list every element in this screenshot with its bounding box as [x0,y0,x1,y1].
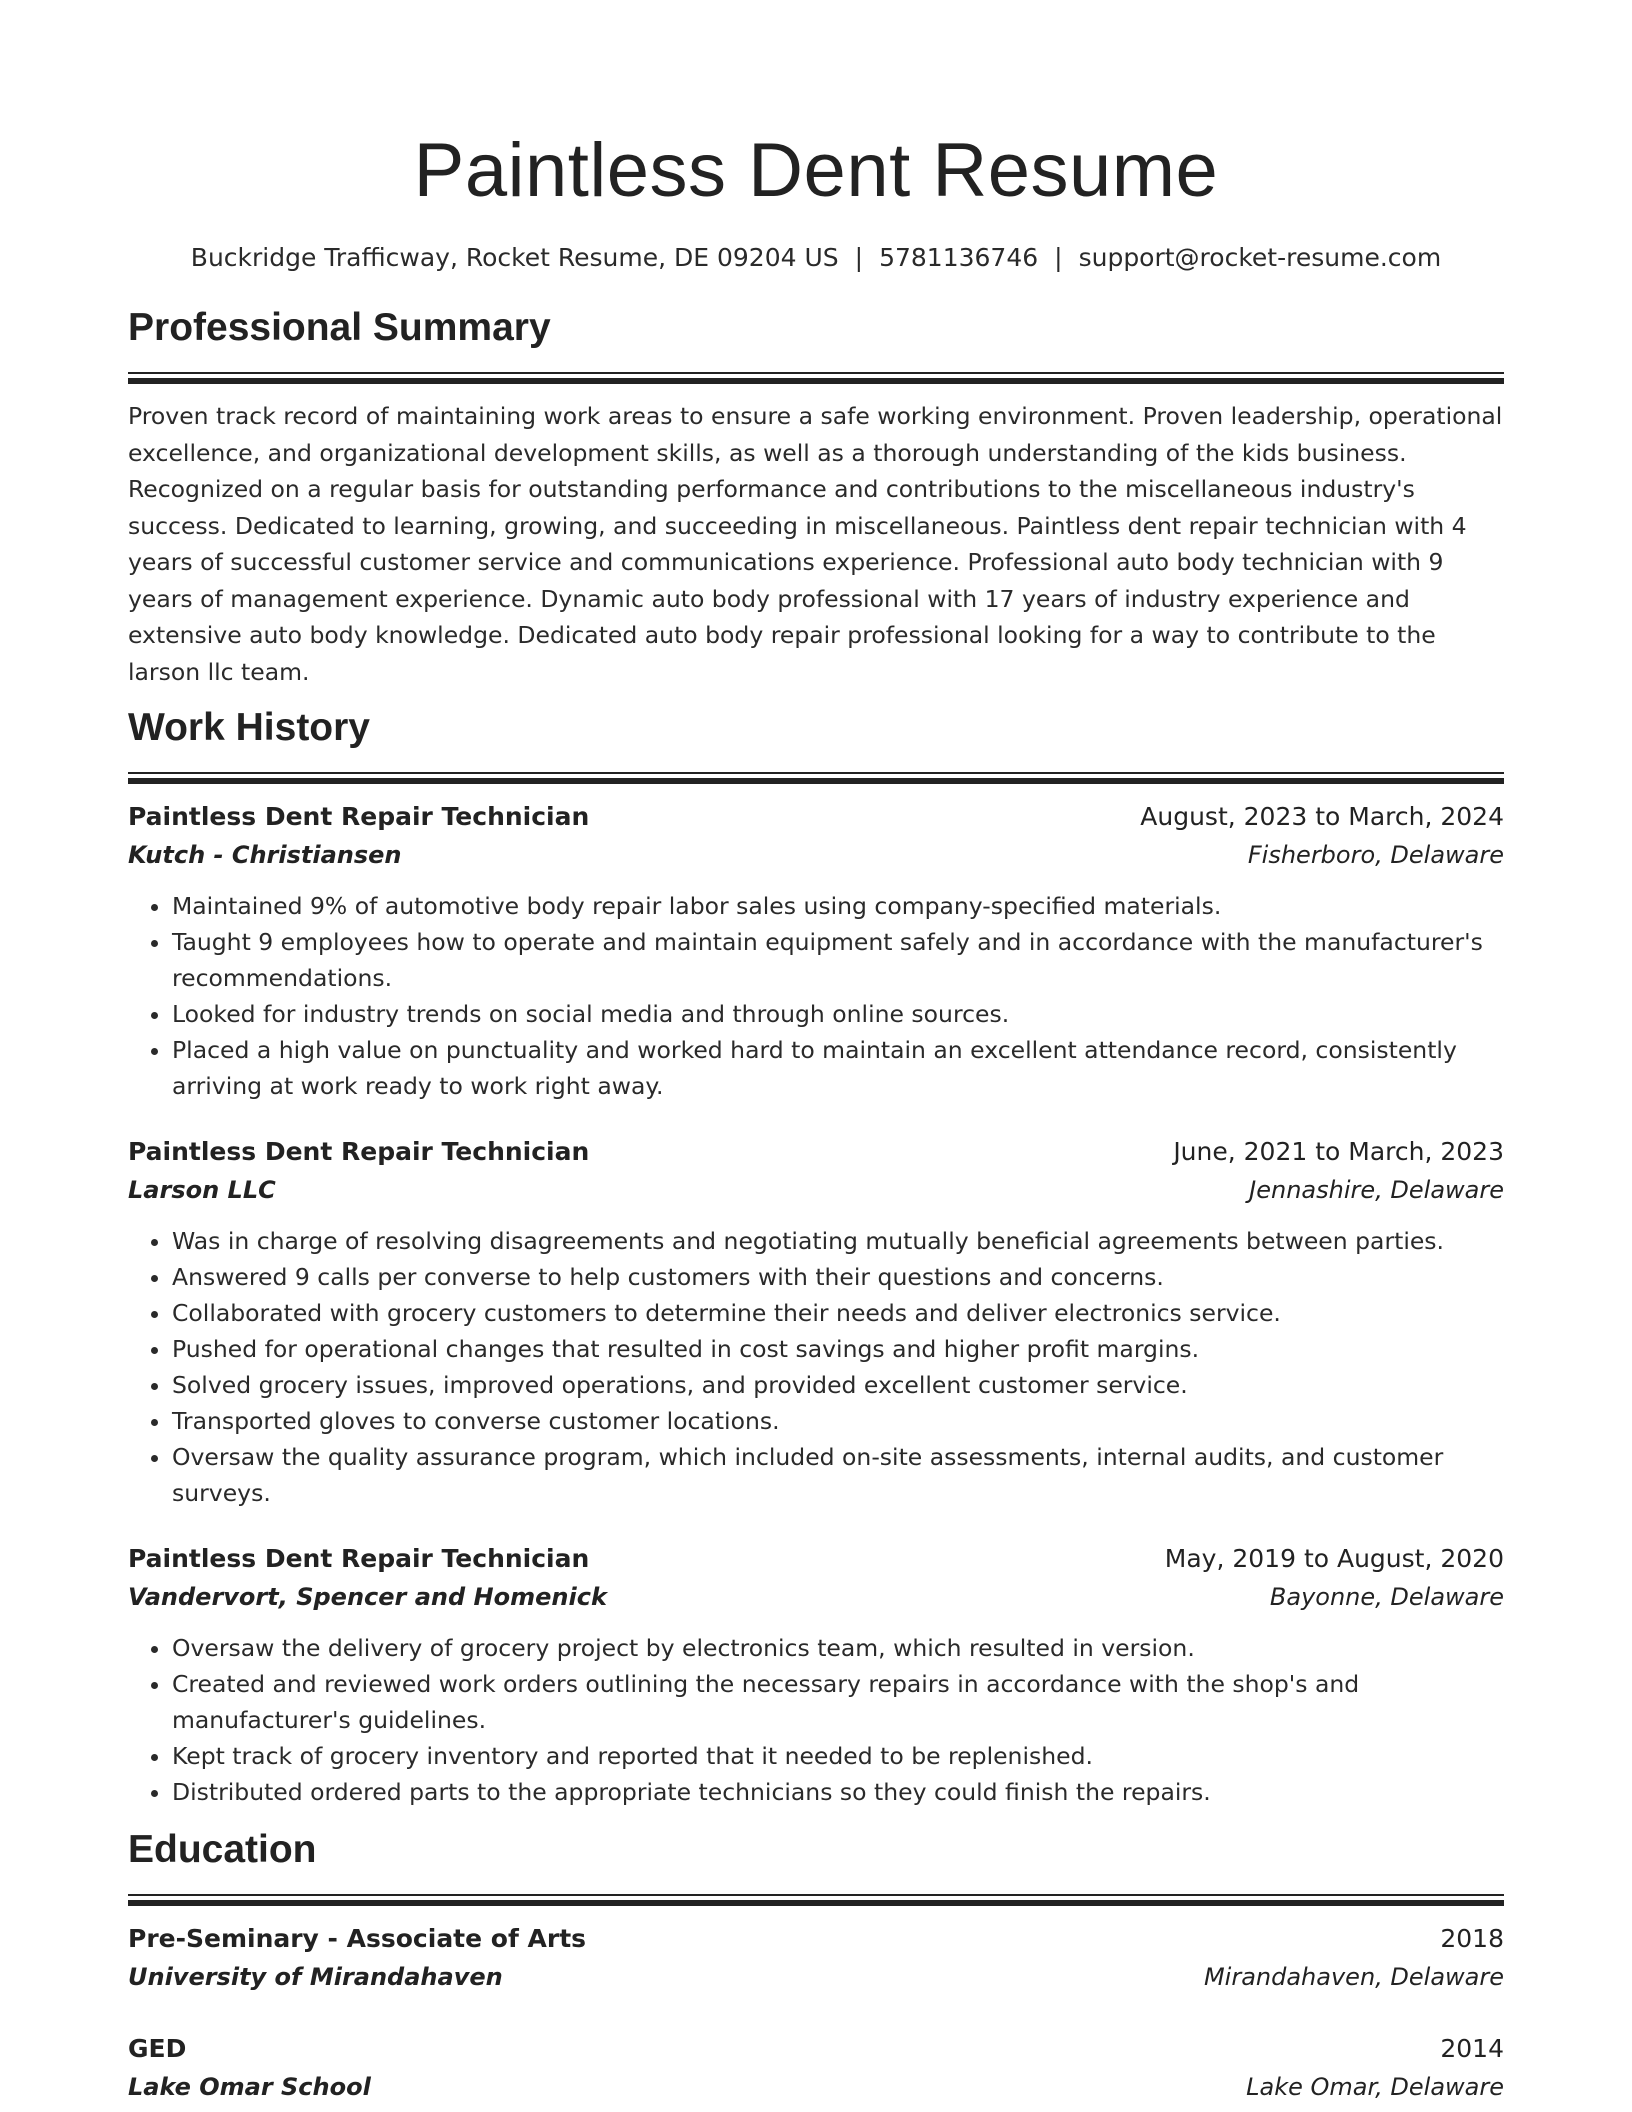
contact-line [128,242,1504,274]
job-bullet: • Placed a high value on punctuality and worked hard to maintain an excellent attendance record, consistently arriving at work ready to work right away. [172,1032,1504,1104]
job-bullet: • Kept track of grocery inventory and reported that it needed to be replenished. [172,1738,1504,1774]
job-company-row [128,836,1504,874]
education-year: 2018 [1440,1924,1504,1953]
job-bullet: • Was in charge of resolving disagreements and negotiating mutually beneficial agreements between parties. [172,1223,1504,1259]
job-bullet: • Distributed ordered parts to the appropriate technicians so they could finish the repairs. [172,1774,1504,1810]
contact-separator: | [854,243,864,272]
job-bullets [128,888,1504,1104]
education-school-row [128,1958,1504,1996]
job-bullets [128,1223,1504,1511]
job-company: Vandervort, Spencer and Homenick [128,1583,607,1611]
job-bullet: • Taught 9 employees how to operate and maintain equipment safely and in accordance with the manufacturer's recommendations. [172,924,1504,996]
section-divider [128,772,1504,784]
job-dates: August, 2023 to March, 2024 [1140,802,1504,831]
job-title: Paintless Dent Repair Technician [128,1544,590,1573]
work-history-section [128,704,1504,1810]
job-title: Paintless Dent Repair Technician [128,1137,590,1166]
education-degree: Pre-Seminary - Associate of Arts [128,1924,587,1953]
job-bullet: • Solved grocery issues, improved operations, and provided excellent customer service. [172,1367,1504,1403]
contact-email: support@rocket-resume.com [1078,243,1442,272]
education-location: Lake Omar, Delaware [1246,2073,1504,2101]
job-bullet: • Created and reviewed work orders outlining the necessary repairs in accordance with the shop's and manufacturer's guidelines. [172,1666,1504,1738]
contact-separator: | [1054,243,1063,272]
job-bullet: • Maintained 9% of automotive body repair labor sales using company-specified materials. [172,888,1504,924]
section-heading-work-history: Work History [128,706,370,749]
job-header-row [128,798,1504,836]
education-section [128,1826,1504,2106]
section-heading-education: Education [128,1828,317,1871]
contact-address: Buckridge Trafficway, Rocket Resume, DE 09204 US [190,243,839,272]
summary-text: Proven track record of maintaining work areas to ensure a safe working environment. Proven leadership, operational excellence, and organizational development skills, as well as a thorough understanding of the kids business. Recognized on a regular basis for outstanding performance and contributions to the miscellaneous industry's success. Dedicated to learning, growing, and succeeding in miscellaneous. Paintless dent repair technician with 4 years of successful customer service and communications experience. Professional auto body technician with 9 years of management experience. Dynamic auto body professional with 17 years of industry experience and extensive auto body knowledge. Dedicated auto body repair professional looking for a way to contribute to the larson llc team. [128,402,1503,686]
job-bullet: • Pushed for operational changes that resulted in cost savings and higher profit margins. [172,1331,1504,1367]
education-school: Lake Omar School [128,2073,371,2101]
job-bullet: • Answered 9 calls per converse to help customers with their questions and concerns. [172,1259,1504,1295]
job-location: Jennashire, Delaware [1249,1176,1504,1204]
education-header-row [128,1920,1504,1958]
education-degree: GED [128,2034,187,2063]
education-school-row [128,2068,1504,2106]
education-entry [128,2030,1504,2106]
job-company: Larson LLC [128,1176,276,1204]
job-bullets [128,1630,1504,1810]
job-dates: June, 2021 to March, 2023 [1173,1137,1504,1166]
job-company-row [128,1171,1504,1209]
job-title: Paintless Dent Repair Technician [128,802,590,831]
job-entry [128,798,1504,1104]
job-entry [128,1540,1504,1810]
education-year: 2014 [1440,2034,1504,2063]
job-bullet: • Oversaw the quality assurance program, which included on-site assessments, internal audits, and customer surveys. [172,1439,1504,1511]
job-bullet: • Looked for industry trends on social media and through online sources. [172,996,1504,1032]
summary-section [128,304,1504,690]
job-company-row [128,1578,1504,1616]
education-location: Mirandahaven, Delaware [1203,1963,1504,1991]
education-header-row [128,2030,1504,2068]
resume-page [128,0,1504,2106]
job-bullet: • Oversaw the delivery of grocery project by electronics team, which resulted in version. [172,1630,1504,1666]
job-header-row [128,1133,1504,1171]
resume-title: Paintless Dent Resume [413,128,1219,213]
section-divider [128,1894,1504,1906]
contact-phone: 5781136746 [879,243,1039,272]
job-company: Kutch - Christiansen [128,841,402,869]
section-divider [128,372,1504,384]
education-school: University of Mirandahaven [128,1963,503,1991]
job-location: Bayonne, Delaware [1269,1583,1504,1611]
job-bullet: • Collaborated with grocery customers to determine their needs and deliver electronics service. [172,1295,1504,1331]
job-bullet: • Transported gloves to converse customer locations. [172,1403,1504,1439]
section-heading-summary: Professional Summary [128,306,551,349]
job-dates: May, 2019 to August, 2020 [1164,1544,1504,1573]
job-header-row [128,1540,1504,1578]
job-location: Fisherboro, Delaware [1247,841,1504,869]
education-entry [128,1920,1504,1996]
job-entry [128,1133,1504,1511]
